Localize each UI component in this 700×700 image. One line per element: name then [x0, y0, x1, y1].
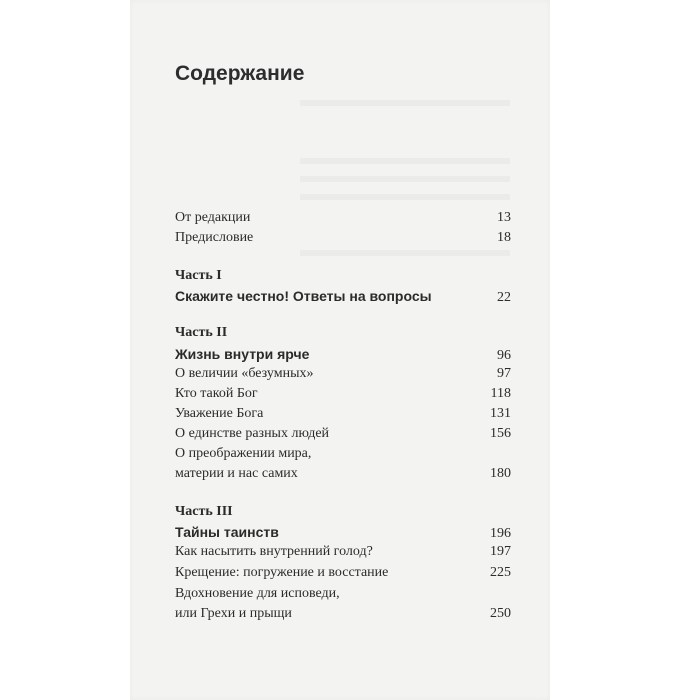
- toc-section[interactable]: [175, 522, 511, 544]
- toc-entry-page: 96: [497, 348, 511, 363]
- show-through-line: [300, 176, 510, 182]
- part-heading: Часть II: [175, 325, 228, 340]
- toc-entry[interactable]: [175, 404, 511, 424]
- toc-section[interactable]: [175, 286, 511, 308]
- toc-entry[interactable]: [175, 208, 511, 228]
- toc-entry-label: Предисловие: [175, 230, 254, 245]
- toc-entry-page: 250: [490, 606, 511, 621]
- toc-entry-label: Как насытить внутренний голод?: [175, 544, 373, 559]
- toc-entry[interactable]: [175, 542, 511, 562]
- toc-section-label: Тайны таинств: [175, 524, 279, 540]
- toc-entry-page: 196: [490, 526, 511, 541]
- toc-entry[interactable]: [175, 444, 511, 484]
- show-through-line: [300, 194, 510, 200]
- show-through-line: [300, 158, 510, 164]
- part-heading: Часть III: [175, 504, 233, 519]
- part-heading: Часть I: [175, 268, 222, 283]
- toc-section-label: Скажите честно! Ответы на вопросы: [175, 288, 432, 304]
- toc-entry-page: 18: [497, 230, 511, 245]
- toc-entry-label: О единстве разных людей: [175, 426, 330, 441]
- toc-entry-page: 156: [490, 426, 511, 441]
- toc-entry-label: Вдохновение для исповеди,: [175, 586, 340, 601]
- toc-entry[interactable]: [175, 424, 511, 444]
- toc-entry-page: 97: [497, 366, 511, 381]
- toc-entry-label: О преображении мира,: [175, 446, 312, 461]
- toc-entry-page: 118: [490, 386, 511, 401]
- toc-entry-page: 13: [497, 210, 511, 225]
- toc-entry-page: 22: [497, 290, 511, 305]
- show-through-line: [300, 100, 510, 106]
- toc-section-label: Жизнь внутри ярче: [175, 346, 310, 362]
- toc-entry-label: Уважение Бога: [175, 406, 264, 421]
- toc-entry[interactable]: [175, 364, 511, 384]
- toc-title: Содержание: [175, 62, 305, 85]
- toc-entry-page: 180: [490, 466, 511, 481]
- toc-entry-page: 225: [490, 565, 511, 580]
- toc-entry-label: Крещение: погружение и восстание: [175, 565, 389, 580]
- toc-entry-page: 197: [490, 544, 511, 559]
- toc-entry-label: материи и нас самих: [175, 466, 298, 481]
- toc-entry[interactable]: [175, 384, 511, 404]
- toc-entry[interactable]: [175, 584, 511, 624]
- show-through-line: [300, 250, 510, 256]
- toc-entry-label: О величии «безумных»: [175, 366, 314, 381]
- toc-section[interactable]: [175, 344, 511, 366]
- toc-entry-label: или Грехи и прыщи: [175, 606, 292, 621]
- toc-entry-label: От редакции: [175, 210, 251, 225]
- toc-entry[interactable]: [175, 563, 511, 583]
- toc-entry-page: 131: [490, 406, 511, 421]
- toc-entry[interactable]: [175, 228, 511, 248]
- toc-entry-label: Кто такой Бог: [175, 386, 258, 401]
